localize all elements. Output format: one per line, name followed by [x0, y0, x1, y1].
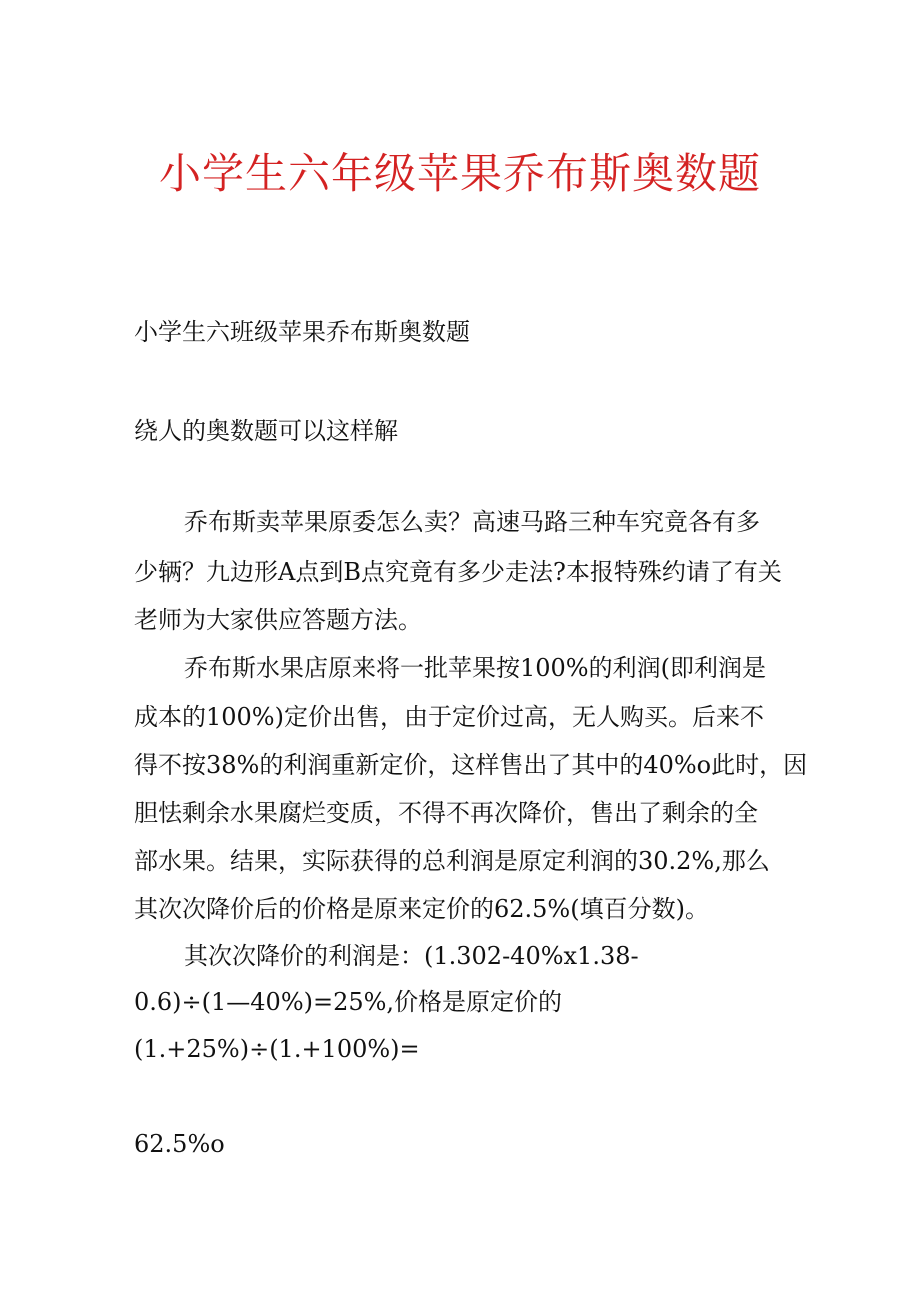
- problem-line: 得不按38%的利润重新定价，这样售出了其中的40%o此时，因: [134, 751, 808, 779]
- solution-line: 其次次降价的利润是：(1.302-40%x1.38-: [184, 942, 639, 970]
- solution-line: 0.6)÷(1—40%)=25%,价格是原定价的: [134, 988, 563, 1016]
- problem-line: 成本的100%)定价出售，由于定价过高，无人购买。后来不: [134, 703, 764, 731]
- document-subtitle: 小学生六班级苹果乔布斯奥数题: [134, 318, 470, 346]
- intro-line: 老师为大家供应答题方法。: [134, 606, 422, 634]
- problem-line: 部水果。结果，实际获得的总利润是原定利润的30.2%,那么: [134, 847, 770, 875]
- intro-line: 少辆？九边形A点到B点究竟有多少走法?本报特殊约请了有关: [134, 558, 782, 586]
- problem-line: 乔布斯水果店原来将一批苹果按100%的利润(即利润是: [184, 654, 766, 682]
- problem-line: 其次次降价后的价格是原来定价的62.5%(填百分数)。: [134, 895, 709, 923]
- answer-line: 62.5%o: [134, 1130, 225, 1158]
- solution-line: (1.+25%)÷(1.+100%)=: [134, 1035, 420, 1063]
- lead-paragraph: 绕人的奥数题可以这样解: [134, 417, 398, 445]
- intro-line: 乔布斯卖苹果原委怎么卖？高速马路三种车究竟各有多: [184, 508, 760, 536]
- problem-line: 胆怯剩余水果腐烂变质，不得不再次降价，售出了剩余的全: [134, 799, 758, 827]
- document-title: 小学生六年级苹果乔布斯奥数题: [158, 149, 761, 198]
